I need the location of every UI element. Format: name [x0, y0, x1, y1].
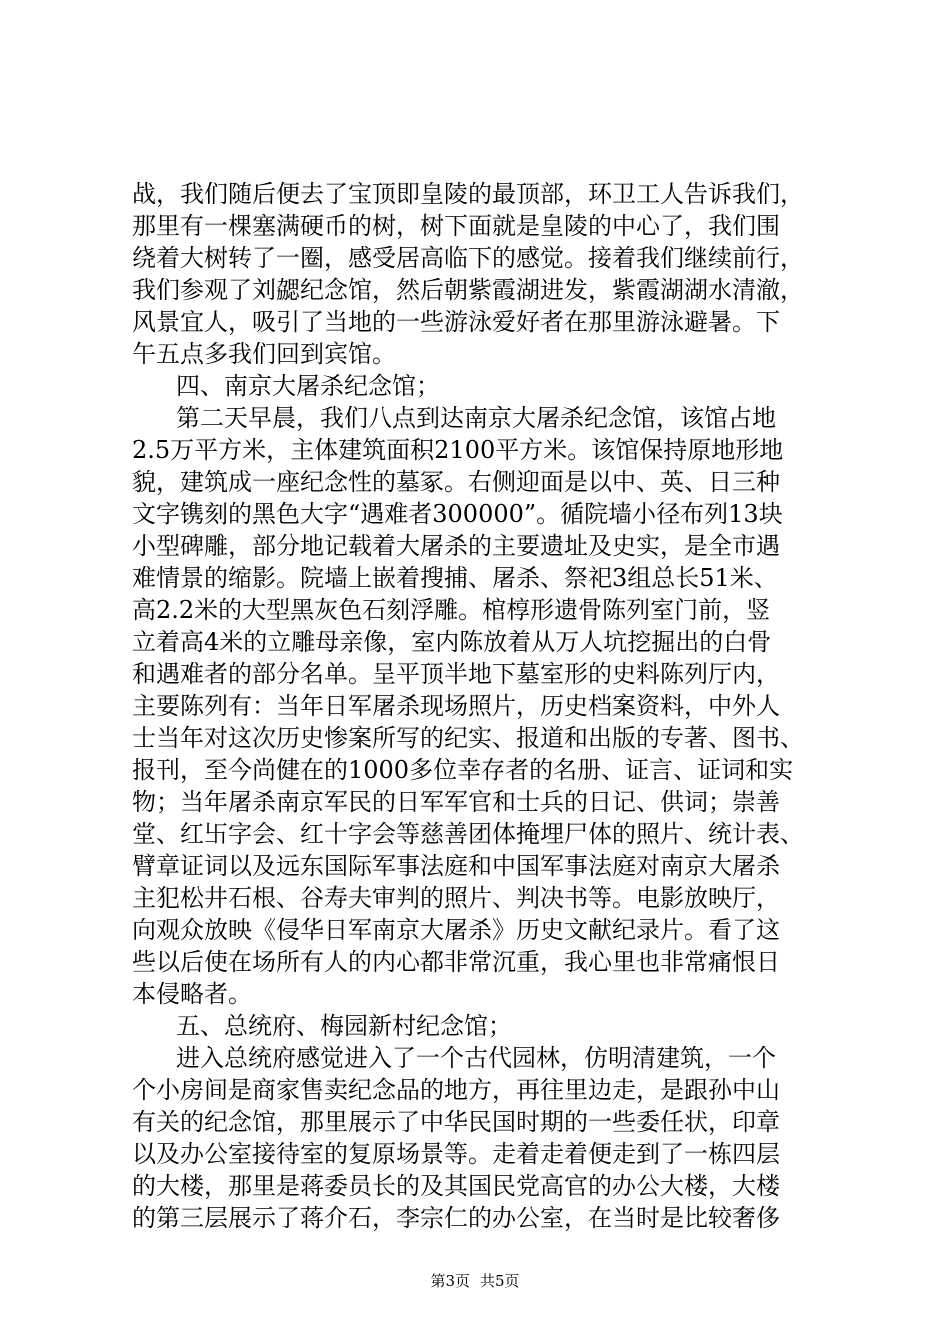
- text-line: 个小房间是商家售卖纪念品的地方，再往里边走，是跟孙中山: [132, 1076, 780, 1104]
- text-line: 第二天早晨，我们八点到达南京大屠杀纪念馆，该馆占地: [176, 404, 776, 432]
- text-line: 战，我们随后便去了宝顶即皇陵的最顶部，环卫工人告诉我们，: [132, 180, 804, 208]
- text-line: 高2.2米的大型黑灰色石刻浮雕。棺椁形遗骨陈列室门前，竖: [132, 596, 771, 624]
- text-line: 报刊，至今尚健在的1000多位幸存者的名册、证言、证词和实: [132, 756, 794, 784]
- text-line: 士当年对这次历史惨案所写的纪实、报道和出版的专著、图书、: [132, 724, 804, 752]
- text-line: 臂章证词以及远东国际军事法庭和中国军事法庭对南京大屠杀: [132, 852, 780, 880]
- text-line: 以及办公室接待室的复原场景等。走着走着便走到了一栋四层: [132, 1140, 780, 1168]
- text-line: 2.5万平方米，主体建筑面积2100平方米。该馆保持原地形地: [132, 436, 784, 464]
- text-line: 主犯松井石根、谷寿夫审判的照片、判决书等。电影放映厅，: [132, 884, 780, 912]
- text-line: 堂、红卐字会、红十字会等慈善团体掩埋尸体的照片、统计表、: [132, 820, 804, 848]
- text-line: 有关的纪念馆，那里展示了中华民国时期的一些委任状，印章: [132, 1108, 780, 1136]
- text-line: 小型碑雕，部分地记载着大屠杀的主要遗址及史实，是全市遇: [132, 532, 780, 560]
- text-line: 立着高4米的立雕母亲像，室内陈放着从万人坑挖掘出的白骨: [132, 628, 772, 656]
- text-line: 绕着大树转了一圈，感受居高临下的感觉。接着我们继续前行，: [132, 244, 804, 272]
- text-line: 主要陈列有：当年日军屠杀现场照片，历史档案资料，中外人: [132, 692, 780, 720]
- text-line: 的第三层展示了蒋介石，李宗仁的办公室，在当时是比较奢侈: [132, 1204, 780, 1232]
- text-line: 物；当年屠杀南京军民的日军军官和士兵的日记、供词；崇善: [132, 788, 780, 816]
- text-line: 进入总统府感觉进入了一个古代园林，仿明清建筑，一个: [176, 1044, 776, 1072]
- page-number: 第3页: [430, 1272, 470, 1290]
- page-total: 共5页: [480, 1272, 520, 1290]
- text-line: 文字镌刻的黑色大字“遇难者300000”。循院墙小径布列13块: [132, 500, 783, 528]
- text-line: 那里有一棵塞满硬币的树，树下面就是皇陵的中心了，我们围: [132, 212, 780, 240]
- text-line: 本侵略者。: [132, 980, 252, 1008]
- text-line: 的大楼，那里是蒋委员长的及其国民党高官的办公大楼，大楼: [132, 1172, 780, 1200]
- page-footer: [0, 1271, 950, 1291]
- text-line: 五、总统府、梅园新村纪念馆；: [176, 1012, 512, 1040]
- document-body: [132, 178, 832, 1234]
- text-line: 和遇难者的部分名单。呈平顶半地下墓室形的史料陈列厅内，: [132, 660, 780, 688]
- text-line: 难情景的缩影。院墙上嵌着搜捕、屠杀、祭祀3组总长51米、: [132, 564, 778, 592]
- text-line: 四、南京大屠杀纪念馆；: [176, 372, 440, 400]
- text-line: 午五点多我们回到宾馆。: [132, 340, 396, 368]
- text-line: 风景宜人，吸引了当地的一些游泳爱好者在那里游泳避暑。下: [132, 308, 780, 336]
- text-line: 向观众放映《侵华日军南京大屠杀》历史文献纪录片。看了这: [132, 916, 780, 944]
- text-line: 貌，建筑成一座纪念性的墓冢。右侧迎面是以中、英、日三种: [132, 468, 780, 496]
- text-line: 些以后使在场所有人的内心都非常沉重，我心里也非常痛恨日: [132, 948, 780, 976]
- text-line: 我们参观了刘勰纪念馆，然后朝紫霞湖进发，紫霞湖湖水清澈，: [132, 276, 804, 304]
